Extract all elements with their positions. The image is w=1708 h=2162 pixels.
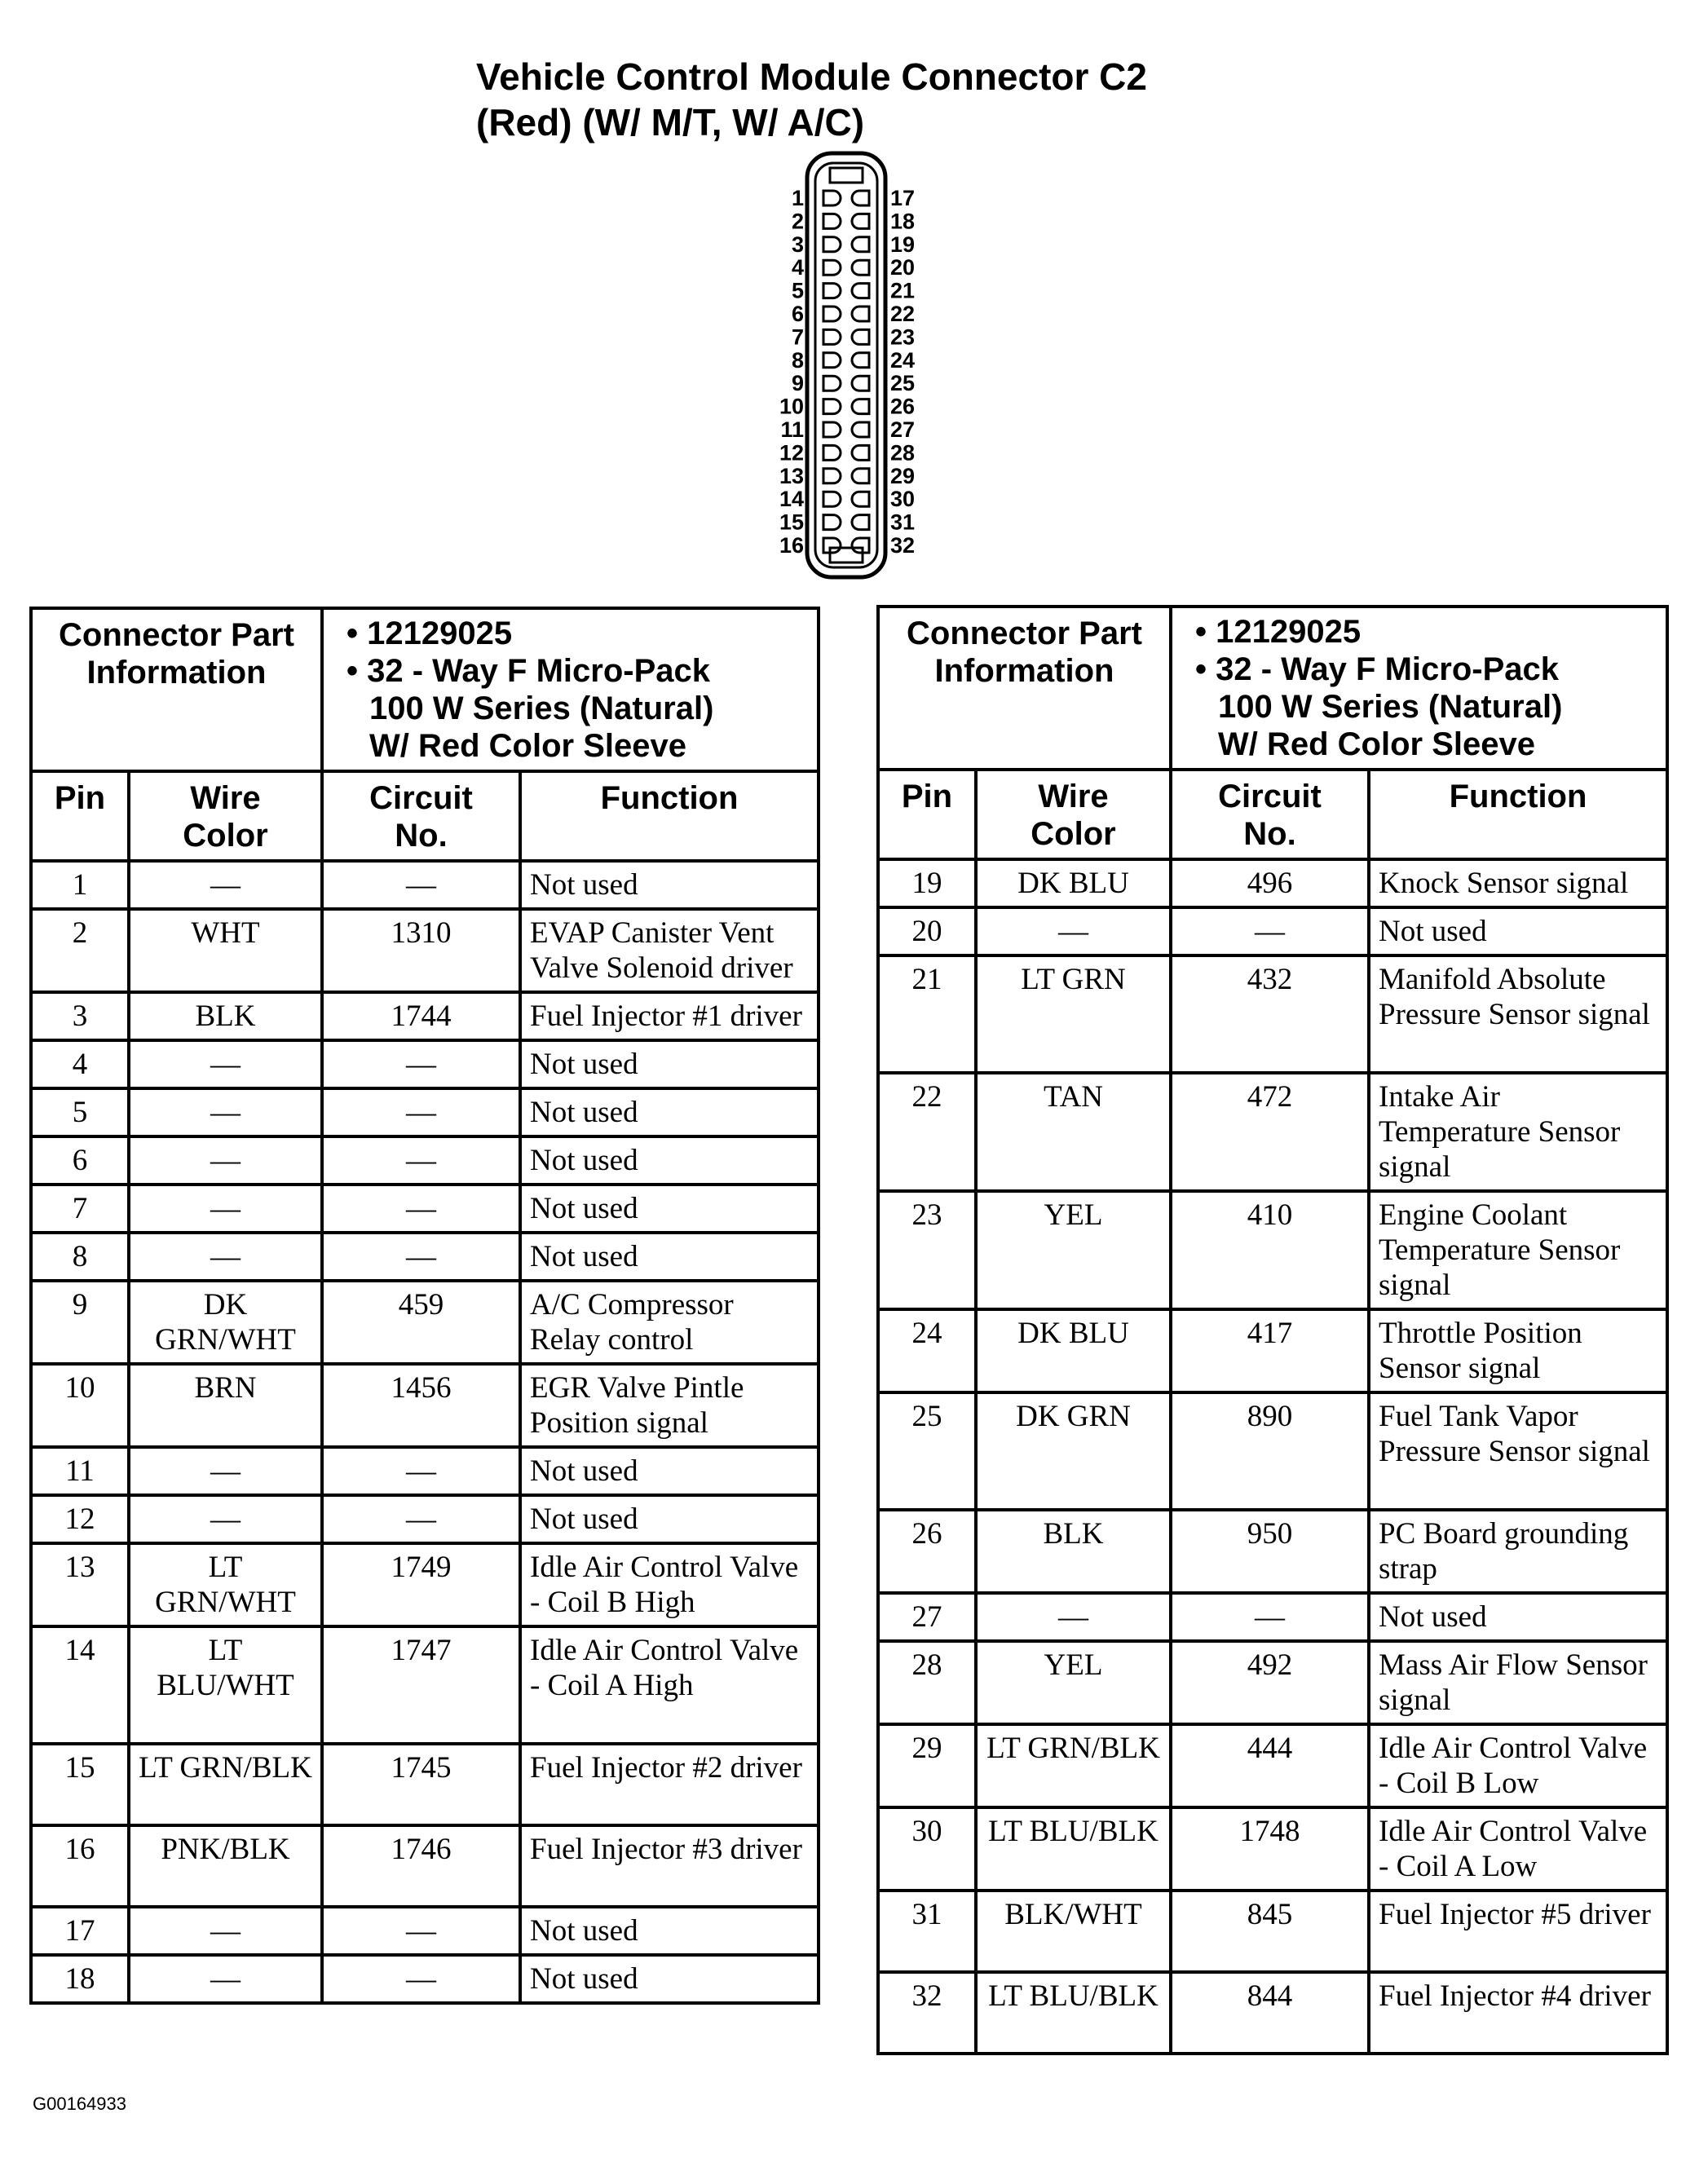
pin-label: 28 [890,440,916,465]
pin-cell: 6 [31,1136,129,1185]
table-row [878,1724,1667,1807]
connector-diagram [750,148,954,589]
circuit-cell: 1747 [322,1626,520,1744]
pin-cavity-24 [852,353,869,368]
wire-color-cell: LT BLU/WHT [129,1626,322,1744]
column-header-circuit [1171,770,1369,859]
circuit-cell: 844 [1171,1972,1369,2054]
table-row [31,1233,819,1281]
pin-label: 13 [779,463,804,488]
function-cell: Not used [520,1040,819,1088]
function-cell: Fuel Injector #1 driver [520,992,819,1040]
wire-color-cell: — [976,907,1171,955]
pin-label: 18 [890,209,916,234]
part-info-label [878,607,1171,770]
table-row [31,1088,819,1136]
function-cell: Not used [1369,907,1667,955]
wire-color-cell: BLK [129,992,322,1040]
pin-cavity-31 [852,515,869,530]
pin-cavity-10 [823,399,841,414]
table-row [31,1744,819,1825]
pin-label: 16 [779,533,804,558]
pin-cavity-27 [852,422,869,437]
pin-cavity-25 [852,376,869,390]
table-row [31,1040,819,1088]
pin-cavity-8 [823,353,841,368]
function-cell: Throttle Position Sensor signal [1369,1309,1667,1392]
figure-id: G00164933 [33,2094,126,2114]
part-info-row [31,608,819,771]
circuit-cell: — [322,861,520,909]
table-row [878,859,1667,907]
circuit-cell: 1748 [1171,1807,1369,1891]
wire-color-cell: — [976,1593,1171,1641]
function-cell: Fuel Tank Vapor Pressure Sensor signal [1369,1392,1667,1510]
pin-cell: 14 [31,1626,129,1744]
function-cell: Not used [520,1233,819,1281]
part-info-details [1171,607,1667,770]
circuit-cell: — [322,1907,520,1955]
wire-color-cell: LT BLU/BLK [976,1807,1171,1891]
pin-label: 4 [791,255,804,280]
table-row [31,1495,819,1543]
wire-color-cell: — [129,1088,322,1136]
pin-label: 8 [791,347,804,373]
pin-label: 32 [890,533,916,558]
connector-type: • 32 - Way F Micro-Pack [346,653,710,689]
table-row [878,907,1667,955]
pin-cavity-19 [852,237,869,252]
column-header-circuit [322,771,520,861]
function-cell: Fuel Injector #5 driver [1369,1891,1667,1972]
pin-cell: 9 [31,1281,129,1364]
wire-color-cell: — [129,1955,322,2003]
column-header-circuit-text: Circuit [1218,779,1322,814]
wire-color-cell: WHT [129,909,322,992]
circuit-cell: 444 [1171,1724,1369,1807]
pin-table-right [876,605,1669,2055]
pin-cavity-16 [823,538,841,553]
function-cell: Engine Coolant Temperature Sensor signal [1369,1191,1667,1309]
pin-cell: 30 [878,1807,976,1891]
wire-color-cell: DK GRN/WHT [129,1281,322,1364]
circuit-cell: 496 [1171,859,1369,907]
wire-color-cell: — [129,1447,322,1495]
pin-cavity-15 [823,515,841,530]
function-cell: Fuel Injector #3 driver [520,1825,819,1907]
function-cell: Not used [520,1185,819,1233]
circuit-cell: 1745 [322,1744,520,1825]
pin-cavity-28 [852,445,869,460]
pin-cell: 12 [31,1495,129,1543]
pin-cavity-2 [823,214,841,228]
pin-label: 30 [890,487,916,512]
circuit-cell: 410 [1171,1191,1369,1309]
circuit-cell: — [322,1233,520,1281]
connector-series: 100 W Series (Natural) [1218,689,1563,725]
circuit-cell: 890 [1171,1392,1369,1510]
wire-color-cell: — [129,1136,322,1185]
function-cell: Not used [520,1907,819,1955]
pin-label: 22 [890,302,916,326]
wire-color-cell: BLK [976,1510,1171,1593]
wire-color-cell: TAN [976,1073,1171,1191]
wire-color-cell: — [129,1233,322,1281]
function-cell: Idle Air Control Valve - Coil A Low [1369,1807,1667,1891]
table-row [31,1626,819,1744]
wire-color-cell: — [129,1907,322,1955]
table-row [31,861,819,909]
pin-cell: 11 [31,1447,129,1495]
function-cell: Idle Air Control Valve - Coil B Low [1369,1724,1667,1807]
function-cell: Knock Sensor signal [1369,859,1667,907]
pin-cell: 26 [878,1510,976,1593]
pin-label: 29 [890,463,916,488]
table-row [31,992,819,1040]
part-number: • 12129025 [346,616,513,651]
table-row [878,1510,1667,1593]
circuit-cell: 1310 [322,909,520,992]
circuit-cell: 1746 [322,1825,520,1907]
pin-cavity-6 [823,307,841,321]
pin-cavity-3 [823,237,841,252]
table-row [31,1955,819,2003]
pin-cavity-5 [823,284,841,298]
wire-color-cell: BRN [129,1364,322,1447]
part-info-label-line-1: Connector Part [907,616,1142,651]
circuit-cell: 845 [1171,1891,1369,1972]
circuit-cell: 417 [1171,1309,1369,1392]
pin-cell: 19 [878,859,976,907]
connector-right-pin-labels [890,186,915,558]
wire-color-cell: LT BLU/BLK [976,1972,1171,2054]
function-cell: Manifold Absolute Pressure Sensor signal [1369,955,1667,1073]
pin-label: 9 [791,371,804,396]
pin-cell: 27 [878,1593,976,1641]
pin-label: 21 [890,278,916,303]
pin-cavity-14 [823,492,841,506]
pin-cell: 10 [31,1364,129,1447]
connector-sleeve: W/ Red Color Sleeve [1218,726,1535,762]
column-header-color-text: Color [183,818,268,854]
function-cell: Idle Air Control Valve - Coil A High [520,1626,819,1744]
pin-label: 1 [791,186,804,210]
pin-label: 11 [780,417,804,442]
pin-cell: 1 [31,861,129,909]
pin-cell: 13 [31,1543,129,1626]
column-header-color-text: Color [1031,816,1116,852]
wire-color-cell: YEL [976,1641,1171,1724]
part-number: • 12129025 [1195,614,1362,650]
pin-cell: 18 [31,1955,129,2003]
pin-cell: 25 [878,1392,976,1510]
pin-cell: 5 [31,1088,129,1136]
function-cell: Idle Air Control Valve - Coil B High [520,1543,819,1626]
pin-cell: 4 [31,1040,129,1088]
pin-cavity-17 [852,191,869,205]
wire-color-cell: — [129,1185,322,1233]
function-cell: Not used [520,861,819,909]
function-cell: Fuel Injector #4 driver [1369,1972,1667,2054]
page-title [476,54,1147,145]
pin-cell: 23 [878,1191,976,1309]
pin-cavity-26 [852,399,869,414]
circuit-cell: 1744 [322,992,520,1040]
table-row [31,1907,819,1955]
wire-color-cell: — [129,1040,322,1088]
pin-cavity-30 [852,492,869,506]
connector-type: • 32 - Way F Micro-Pack [1195,651,1559,687]
title-line-2: (Red) (W/ M/T, W/ A/C) [476,101,865,143]
table-row [878,1392,1667,1510]
circuit-cell: — [1171,907,1369,955]
pin-cell: 3 [31,992,129,1040]
table-row [878,1191,1667,1309]
wire-color-cell: DK BLU [976,1309,1171,1392]
function-cell: Fuel Injector #2 driver [520,1744,819,1825]
pin-label: 23 [890,324,916,350]
column-header-function-text: Function [1449,779,1587,814]
column-header-no-text: No. [1243,816,1296,852]
pin-cell: 15 [31,1744,129,1825]
wire-color-cell: — [129,1495,322,1543]
circuit-cell: — [322,1955,520,2003]
pin-cavity-29 [852,469,869,483]
function-cell: Mass Air Flow Sensor signal [1369,1641,1667,1724]
function-cell: Not used [520,1136,819,1185]
column-header-wire-color [129,771,322,861]
table-row [878,1309,1667,1392]
wire-color-cell: PNK/BLK [129,1825,322,1907]
column-header-function [520,771,819,861]
pin-label: 17 [890,186,916,210]
pin-cavity-7 [823,329,841,344]
connector-left-pin-labels [779,186,804,558]
pin-label: 6 [791,302,804,326]
part-info-details [322,608,819,771]
wire-color-cell: BLK/WHT [976,1891,1171,1972]
pin-label: 3 [791,232,804,257]
part-info-row [878,607,1667,770]
pin-cavity-21 [852,284,869,298]
table-row [878,1073,1667,1191]
pin-cavity-32 [852,538,869,553]
pin-cell: 21 [878,955,976,1073]
part-info-label-line-2: Information [86,655,267,691]
circuit-cell: — [322,1088,520,1136]
circuit-cell: 472 [1171,1073,1369,1191]
function-cell: Intake Air Temperature Sensor signal [1369,1073,1667,1191]
title-line-1: Vehicle Control Module Connector C2 [476,55,1147,98]
circuit-cell: 432 [1171,955,1369,1073]
pin-cavity-11 [823,422,841,437]
circuit-cell: 1456 [322,1364,520,1447]
column-header-wire-text: Wire [1038,779,1109,814]
table-row [31,909,819,992]
connector-sleeve: W/ Red Color Sleeve [369,728,686,764]
column-header-no-text: No. [395,818,448,854]
pin-cell: 7 [31,1185,129,1233]
pin-label: 24 [890,347,916,373]
connector-outline [807,153,885,577]
pin-label: 14 [779,487,804,512]
table-row [31,1825,819,1907]
pin-label: 25 [890,371,916,396]
pin-label: 20 [890,255,916,280]
wire-color-cell: LT GRN/BLK [976,1724,1171,1807]
table-row [878,1593,1667,1641]
pin-cavity-13 [823,469,841,483]
pin-label: 2 [791,209,804,234]
table-row [878,1891,1667,1972]
table-row [31,1281,819,1364]
pin-cavity-23 [852,329,869,344]
function-cell: Not used [1369,1593,1667,1641]
pin-cell: 28 [878,1641,976,1724]
pin-label: 15 [779,510,804,535]
table-row [878,1641,1667,1724]
pin-cavity-1 [823,191,841,205]
part-info-label-line-2: Information [934,653,1114,689]
column-header-function-text: Function [600,780,739,816]
function-cell: EVAP Canister Vent Valve Solenoid driver [520,909,819,992]
connector-series: 100 W Series (Natural) [369,691,714,726]
wire-color-cell: DK GRN [976,1392,1171,1510]
function-cell: Not used [520,1495,819,1543]
pin-label: 7 [791,324,804,350]
pin-cell: 8 [31,1233,129,1281]
pin-label: 19 [890,232,916,257]
wire-color-cell: DK BLU [976,859,1171,907]
wire-color-cell: — [129,861,322,909]
column-header-wire-text: Wire [190,780,261,816]
pin-table-left [29,607,820,2005]
pin-cell: 17 [31,1907,129,1955]
function-cell: EGR Valve Pintle Position signal [520,1364,819,1447]
pin-cavity-22 [852,307,869,321]
column-header-wire-color [976,770,1171,859]
circuit-cell: 492 [1171,1641,1369,1724]
circuit-cell: 950 [1171,1510,1369,1593]
column-header-pin [878,770,976,859]
pin-cell: 24 [878,1309,976,1392]
pin-cell: 16 [31,1825,129,1907]
wire-color-cell: LT GRN/BLK [129,1744,322,1825]
pin-label: 12 [779,440,804,465]
table-row [31,1185,819,1233]
circuit-cell: 1749 [322,1543,520,1626]
pin-label: 10 [779,394,804,419]
column-header-row [878,770,1667,859]
column-header-pin-text: Pin [54,780,106,816]
table-row [31,1364,819,1447]
circuit-cell: — [322,1136,520,1185]
pin-cavity-18 [852,214,869,228]
column-header-pin [31,771,129,861]
wire-color-cell: LT GRN/WHT [129,1543,322,1626]
table-row [31,1136,819,1185]
pin-cell: 20 [878,907,976,955]
column-header-row [31,771,819,861]
pin-label: 31 [890,510,916,535]
circuit-cell: — [322,1495,520,1543]
column-header-circuit-text: Circuit [369,780,473,816]
table-row [878,1807,1667,1891]
circuit-cell: 459 [322,1281,520,1364]
function-cell: Not used [520,1447,819,1495]
function-cell: A/C Compressor Relay control [520,1281,819,1364]
pin-cell: 2 [31,909,129,992]
pin-cavity-12 [823,445,841,460]
pin-label: 5 [791,278,804,303]
circuit-cell: — [322,1185,520,1233]
table-row [31,1447,819,1495]
table-row [31,1543,819,1626]
column-header-function [1369,770,1667,859]
function-cell: PC Board grounding strap [1369,1510,1667,1593]
pin-cell: 29 [878,1724,976,1807]
function-cell: Not used [520,1955,819,2003]
part-info-label-line-1: Connector Part [59,617,294,653]
pin-cell: 31 [878,1891,976,1972]
table-row [878,1972,1667,2054]
pin-cavity-4 [823,260,841,275]
wire-color-cell: LT GRN [976,955,1171,1073]
pin-cavity-9 [823,376,841,390]
pin-label: 26 [890,394,916,419]
circuit-cell: — [322,1447,520,1495]
circuit-cell: — [322,1040,520,1088]
function-cell: Not used [520,1088,819,1136]
pin-cell: 32 [878,1972,976,2054]
wire-color-cell: YEL [976,1191,1171,1309]
pin-cavity-20 [852,260,869,275]
pin-cell: 22 [878,1073,976,1191]
pin-label: 27 [890,417,916,442]
column-header-pin-text: Pin [901,779,953,814]
part-info-label [31,608,322,771]
table-row [878,955,1667,1073]
circuit-cell: — [1171,1593,1369,1641]
